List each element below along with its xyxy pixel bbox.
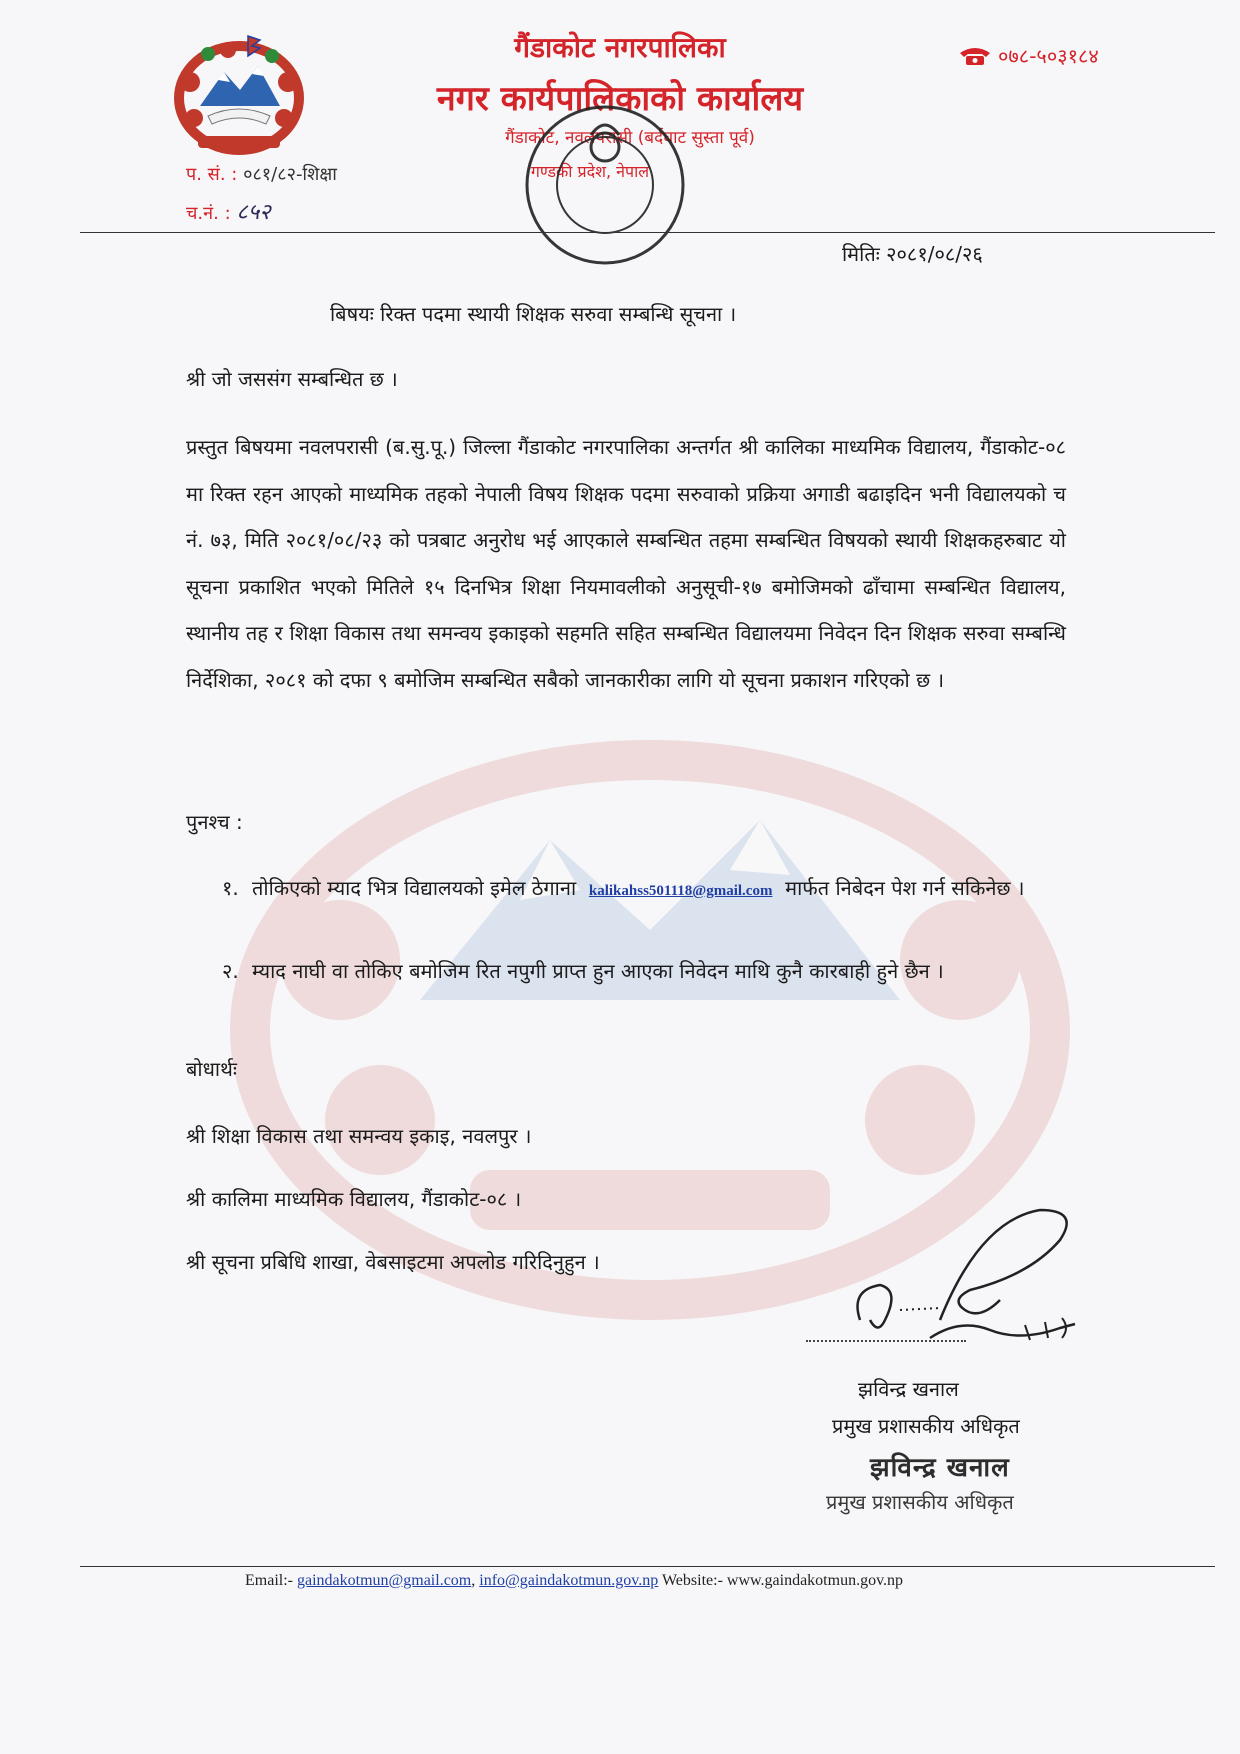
email-link-1[interactable]: gaindakotmun@gmail.com — [296, 1572, 472, 1589]
office-name: नगर कार्यपालिकाको कार्यालय — [436, 79, 804, 119]
salutation: श्री जो जससंग सम्बन्धित छ । — [186, 367, 398, 391]
letter-date: मितिः २०८१/०८/२६ — [842, 242, 983, 266]
cc-item: श्री सूचना प्रबिधि शाखा, वेबसाइटमा अपलोड गरिदिनुहुन । — [186, 1250, 600, 1274]
office-stamp-icon — [515, 95, 695, 275]
postscript-label: पुनश्च : — [186, 810, 243, 834]
item-text-after: मार्फत निबेदन पेश गर्न सकिनेछ । — [785, 876, 1025, 900]
signature-line — [806, 1340, 966, 1342]
org-province: गण्डकी प्रदेश, नेपाल — [530, 162, 650, 181]
letter-subject: बिषयः रिक्त पदमा स्थायी शिक्षक सरुवा सम्बन्धि सूचना । — [330, 302, 737, 326]
item-number: १. — [222, 876, 239, 900]
dispatch-number — [186, 196, 271, 226]
footer-contact — [245, 1572, 903, 1590]
dispatch-label: च.नं. : — [186, 203, 231, 224]
phone-text: ०७८-५०३१८४ — [998, 44, 1099, 68]
ref-label: प. सं. : — [186, 164, 238, 185]
ref-value: ०८१/८२-शिक्षा — [243, 164, 337, 185]
item-text-before: तोकिएको म्याद भित्र विद्यालयको इमेल ठेगाना — [252, 876, 577, 900]
handwritten-signature-icon — [830, 1200, 1130, 1360]
item-number: २. — [222, 959, 239, 983]
website-label: Website:- — [661, 1572, 723, 1589]
cc-item: श्री शिक्षा विकास तथा समन्वय इकाइ, नवलपुर । — [186, 1124, 532, 1148]
dispatch-value: ८५२ — [236, 200, 271, 225]
signer-name: झविन्द्र खनाल — [858, 1377, 959, 1401]
signer-title: प्रमुख प्रशासकीय अधिकृत — [832, 1414, 1020, 1438]
telephone-icon — [958, 45, 992, 67]
header-divider — [80, 232, 1215, 233]
email-link-2[interactable]: info@gaindakotmun.gov.np — [479, 1572, 659, 1589]
org-name: गैंडाकोट नगरपालिका — [514, 31, 726, 64]
footer-divider — [80, 1566, 1215, 1567]
website-link[interactable]: www.gaindakotmun.gov.np — [726, 1572, 904, 1589]
school-email-link[interactable]: kalikahss501118@gmail.com — [588, 883, 773, 899]
email-label: Email:- — [245, 1572, 293, 1589]
body-paragraph: प्रस्तुत बिषयमा नवलपरासी (ब.सु.पू.) जिल्ला गैंडाकोट नगरपालिका अन्तर्गत श्री कालिका माध्यमिक विद्यालय, गैंडाकोट-०८ मा रिक्त रहन आएको माध्यमिक तहको नेपाली विषय शिक्षक पदमा सरुवाको प्रक्रिया अगाडी बढाइदिन भनी विद्यालयको च नं. ७३, मिति २०८१/०८/२३ को पत्रबाट अनुरोध भई आएकाले सम्बन्धित तहमा सम्बन्धित विषयको स्थायी शिक्षकहरुबाट यो सूचना प्रकाशित भएको मितिले १५ दिनभित्र शिक्षा नियमावलीको अनुसूची-१७ बमोजिमको ढाँचामा सम्बन्धित विद्यालय, स्थानीय तह र शिक्षा विकास तथा समन्वय इकाइको सहमति सहित सम्बन्धित विद्यालयमा निवेदन दिन शिक्षक सरुवा सम्बन्धि निर्देशिका, २०८१ को दफा ९ बमोजिम सम्बन्धित सबैको जानकारीका लागि यो सूचना प्रकाशन गरिएको छ । — [186, 435, 1066, 692]
item-text: म्याद नाघी वा तोकिए बमोजिम रित नपुगी प्राप्त हुन आएका निवेदन माथि कुनै कारबाही हुने छैन । — [252, 959, 944, 983]
postscript-item-1 — [222, 869, 1067, 910]
cc-label: बोधार्थः — [186, 1057, 237, 1081]
phone-number — [958, 42, 1099, 69]
postscript-item-2 — [222, 952, 1067, 990]
email-separator: , — [471, 1572, 476, 1589]
org-address: गैंडाकोट, नवलपरासी (बर्दघाट सुस्ता पूर्व) — [505, 128, 755, 148]
nepal-emblem-icon — [168, 32, 310, 158]
reference-number — [186, 162, 337, 186]
item-text — [252, 869, 1067, 910]
title-stamp: प्रमुख प्रशासकीय अधिकृत — [826, 1490, 1014, 1514]
name-stamp: झविन्द्र खनाल — [870, 1453, 1010, 1483]
cc-item: श्री कालिमा माध्यमिक विद्यालय, गैंडाकोट-०८ । — [186, 1187, 522, 1211]
